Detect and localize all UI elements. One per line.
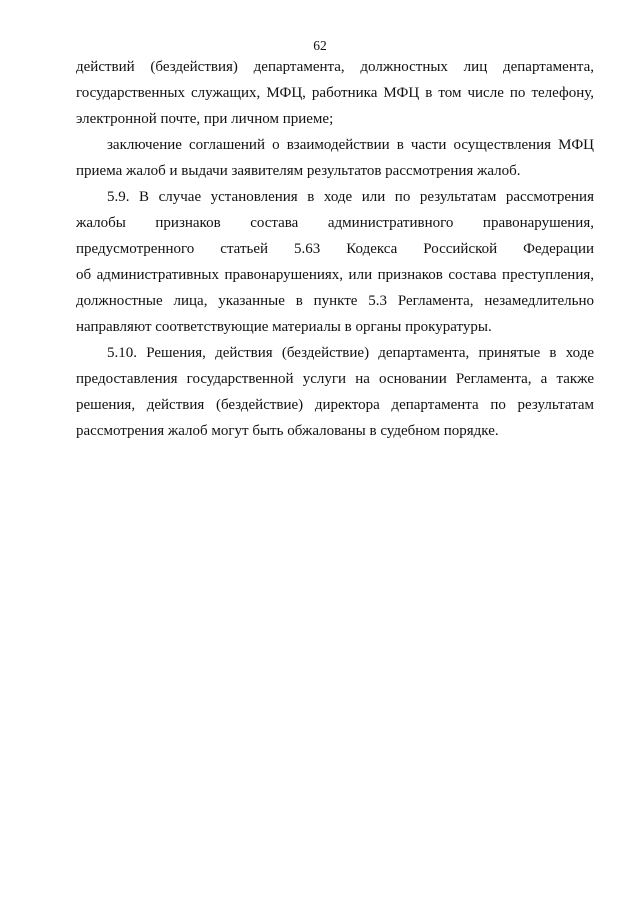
text-line: должностные лица, указанные в пункте 5.3 Регламента, незамедлительно [76, 293, 594, 309]
text-line: решения, действия (бездействие) директора департамента по результатам [76, 397, 594, 413]
text-line: жалобы признаков состава административного правонарушения, [76, 215, 594, 231]
text-line: направляют соответствующие материалы в органы прокуратуры. [76, 319, 492, 335]
text-line: рассмотрения жалоб могут быть обжалованы в судебном порядке. [76, 423, 499, 439]
paragraph-first-line: 5.9. В случае установления в ходе или по результатам рассмотрения [107, 189, 594, 205]
text-line: предоставления государственной услуги на основании Регламента, а также [76, 371, 594, 387]
text-line: об административных правонарушениях, или признаков состава преступления, [76, 267, 594, 283]
paragraph-first-line: заключение соглашений о взаимодействии в части осуществления МФЦ [107, 137, 594, 153]
text-line: государственных служащих, МФЦ, работника МФЦ в том числе по телефону, [76, 85, 594, 101]
text-line: действий (бездействия) департамента, должностных лиц департамента, [76, 59, 594, 75]
text-line: предусмотренного статьей 5.63 Кодекса Российской Федерации [76, 241, 594, 257]
page-number: 62 [313, 38, 327, 53]
text-line: электронной почте, при личном приеме; [76, 111, 334, 127]
paragraph-first-line: 5.10. Решения, действия (бездействие) департамента, принятые в ходе [107, 345, 594, 361]
text-line: приема жалоб и выдачи заявителям результатов рассмотрения жалоб. [76, 163, 521, 179]
